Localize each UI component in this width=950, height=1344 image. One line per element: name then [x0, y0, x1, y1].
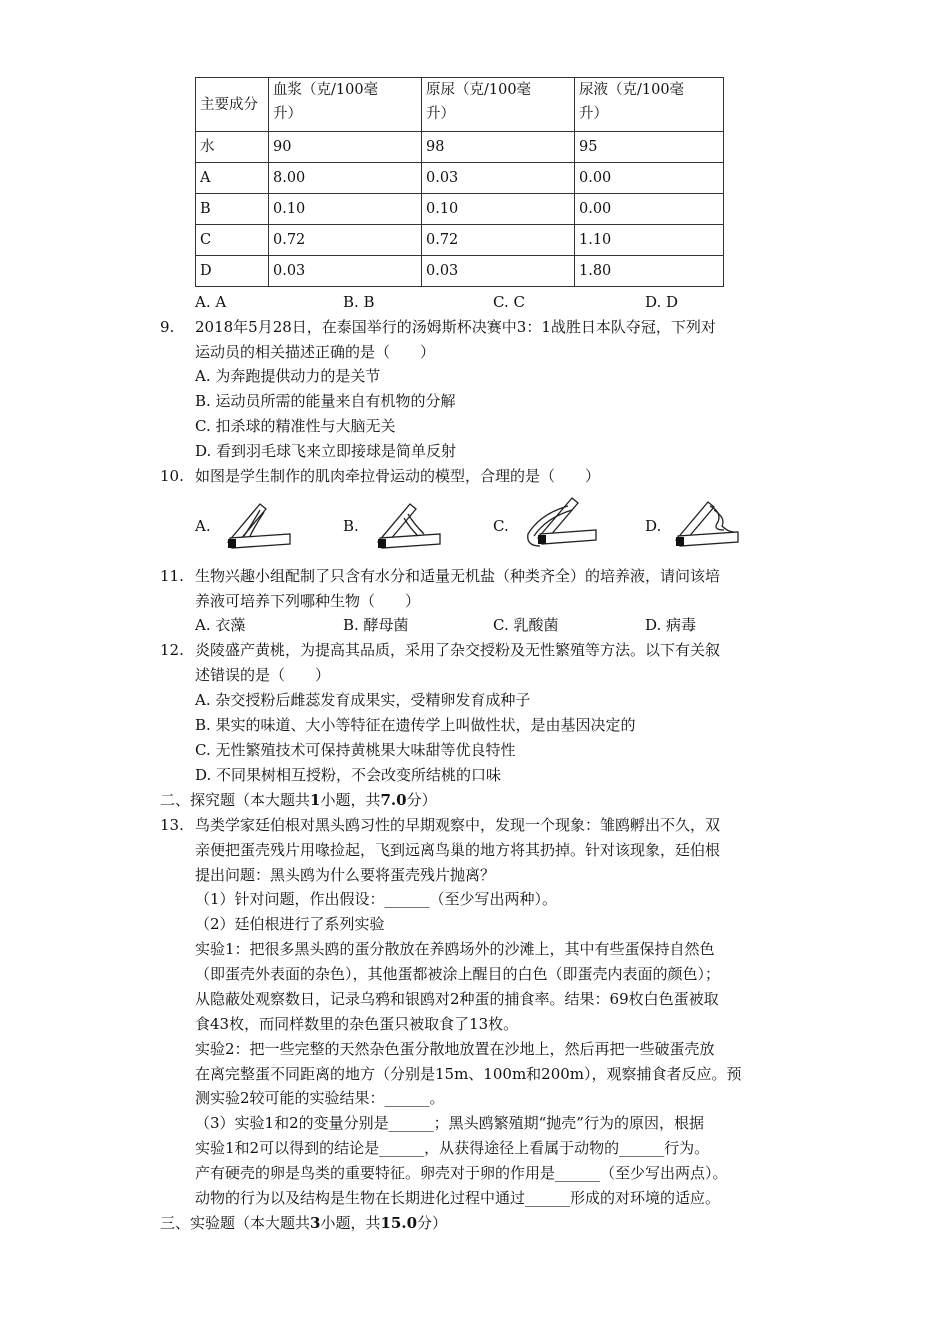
table-header-cell: 主要成分 — [196, 78, 269, 132]
q13-line: 实验1：把很多黑头鸥的蛋分散放在养鸥场外的沙滩上，其中有些蛋保持自然色 — [195, 940, 715, 958]
q13-line: 提出问题：黑头鸥为什么要将蛋壳残片抛离？ — [195, 866, 496, 884]
table-cell: 0.72 — [269, 225, 422, 256]
section-3-heading: 三、实验题（本大题共3小题，共15.0分） — [160, 1214, 448, 1232]
q12-option-d[interactable]: D. 不同果树相互授粉，不会改变所结桃的口味 — [195, 766, 502, 784]
table-row — [196, 194, 724, 225]
table-cell: 1.80 — [575, 256, 724, 287]
muscle-model-b-figure — [370, 494, 445, 554]
q13-part-1: （1）针对问题，作出假设：______（至少写出两种）。 — [195, 890, 558, 908]
table-header-row — [196, 78, 724, 132]
table-cell: A — [196, 163, 269, 194]
q13-line: 动物的行为以及结构是生物在长期进化过程中通过______形成的对环境的适应。 — [195, 1189, 721, 1207]
table-row — [196, 163, 724, 194]
q11-option-d[interactable]: D. 病毒 — [645, 616, 697, 634]
q9-stem-line-2: 运动员的相关描述正确的是（ ） — [195, 343, 436, 361]
q13-line: 食43枚，而同样数里的杂色蛋只被取食了13枚。 — [195, 1015, 519, 1033]
q10-option-b[interactable]: B. — [343, 517, 359, 535]
q11-option-a[interactable]: A. 衣藻 — [195, 616, 246, 634]
q9-option-b[interactable]: B. 运动员所需的能量来自有机物的分解 — [195, 392, 456, 410]
q11-stem-line-2: 养液可培养下列哪种生物（ ） — [195, 592, 421, 610]
q13-line: 产有硬壳的卵是鸟类的重要特征。卵壳对于卵的作用是______（至少写出两点）。 — [195, 1164, 728, 1182]
q11-option-b[interactable]: B. 酵母菌 — [343, 616, 409, 634]
table-cell: 0.00 — [575, 163, 724, 194]
q12-number: 12. — [160, 641, 184, 659]
composition-table — [195, 77, 724, 287]
table-cell: 8.00 — [269, 163, 422, 194]
table-cell: B — [196, 194, 269, 225]
q13-line: 实验1和2可以得到的结论是______，从获得途径上看属于动物的______行为。 — [195, 1139, 710, 1157]
table-cell: 95 — [575, 132, 724, 163]
q8-option-d[interactable]: D. D — [645, 293, 679, 311]
table-cell: 0.03 — [422, 163, 575, 194]
q12-option-c[interactable]: C. 无性繁殖技术可保持黄桃果大味甜等优良特性 — [195, 741, 516, 759]
q13-line: 从隐蔽处观察数日，记录乌鸦和银鸥对2种蛋的捕食率。结果：69枚白色蛋被取 — [195, 990, 719, 1008]
muscle-model-c-figure — [520, 490, 600, 555]
q12-option-a[interactable]: A. 杂交授粉后雌蕊发育成果实，受精卵发育成种子 — [195, 691, 531, 709]
q8-option-b[interactable]: B. B — [343, 293, 375, 311]
q11-stem-line-1: 生物兴趣小组配制了只含有水分和适量无机盐（种类齐全）的培养液，请问该培 — [195, 567, 721, 585]
q12-stem-line-2: 述错误的是（ ） — [195, 666, 331, 684]
muscle-model-a-figure — [220, 494, 295, 554]
q10-option-a[interactable]: A. — [195, 517, 211, 535]
table-cell: D — [196, 256, 269, 287]
q13-line: 亲便把蛋壳残片用喙捡起，飞到远离鸟巢的地方将其扔掉。针对该现象，廷伯根 — [195, 841, 721, 859]
q13-line: 测实验2较可能的实验结果：______。 — [195, 1089, 445, 1107]
section-2-heading: 二、探究题（本大题共1小题，共7.0分） — [160, 791, 437, 809]
table-header-cell: 血浆（克/100毫 升） — [269, 78, 422, 132]
q9-option-c[interactable]: C. 扣杀球的精准性与大脑无关 — [195, 417, 396, 435]
q13-number: 13. — [160, 816, 184, 834]
q12-option-b[interactable]: B. 果实的味道、大小等特征在遗传学上叫做性状，是由基因决定的 — [195, 716, 636, 734]
q11-option-c[interactable]: C. 乳酸菌 — [493, 616, 559, 634]
table-cell: 水 — [196, 132, 269, 163]
table-cell: 1.10 — [575, 225, 724, 256]
q8-option-a[interactable]: A. A — [195, 293, 227, 311]
table-header-cell: 尿液（克/100毫 升） — [575, 78, 724, 132]
table-cell: 98 — [422, 132, 575, 163]
q13-part-3: （3）实验1和2的变量分别是______；黑头鸥繁殖期“抛壳”行为的原因，根据 — [195, 1114, 704, 1132]
table-row — [196, 256, 724, 287]
table-cell: 0.10 — [422, 194, 575, 225]
q9-stem-line-1: 2018年5月28日，在泰国举行的汤姆斯杯决赛中3：1战胜日本队夺冠，下列对 — [195, 318, 716, 336]
table-cell: 90 — [269, 132, 422, 163]
table-header-cell: 原尿（克/100毫 升） — [422, 78, 575, 132]
q10-number: 10. — [160, 467, 184, 485]
q13-line: 在离完整蛋不同距离的地方（分别是15m、100m和200m），观察捕食者反应。预 — [195, 1065, 742, 1083]
table-cell: 0.00 — [575, 194, 724, 225]
q10-option-c[interactable]: C. — [493, 517, 509, 535]
table-row — [196, 132, 724, 163]
table-cell: C — [196, 225, 269, 256]
muscle-model-d-figure — [668, 490, 746, 555]
table-cell: 0.03 — [269, 256, 422, 287]
table-cell: 0.72 — [422, 225, 575, 256]
q10-option-d[interactable]: D. — [645, 517, 662, 535]
table-cell: 0.03 — [422, 256, 575, 287]
q10-stem: 如图是学生制作的肌肉牵拉骨运动的模型，合理的是（ ） — [195, 467, 601, 485]
q13-line: 鸟类学家廷伯根对黑头鸥习性的早期观察中，发现一个现象：雏鸥孵出不久，双 — [195, 816, 721, 834]
q9-option-a[interactable]: A. 为奔跑提供动力的是关节 — [195, 367, 381, 385]
q13-line: 实验2：把一些完整的天然杂色蛋分散地放置在沙地上，然后再把一些破蛋壳放 — [195, 1040, 715, 1058]
q9-option-d[interactable]: D. 看到羽毛球飞来立即接球是简单反射 — [195, 442, 457, 460]
q8-option-c[interactable]: C. C — [493, 293, 525, 311]
q11-number: 11. — [160, 567, 184, 585]
table-row — [196, 225, 724, 256]
q13-part-2: （2）廷伯根进行了系列实验 — [195, 915, 385, 933]
q13-line: （即蛋壳外表面的杂色），其他蛋都被涂上醒目的白色（即蛋壳内表面的颜色）； — [195, 965, 721, 983]
q9-number: 9. — [160, 318, 175, 336]
q12-stem-line-1: 炎陵盛产黄桃，为提高其品质，采用了杂交授粉及无性繁殖等方法。以下有关叙 — [195, 641, 721, 659]
table-cell: 0.10 — [269, 194, 422, 225]
